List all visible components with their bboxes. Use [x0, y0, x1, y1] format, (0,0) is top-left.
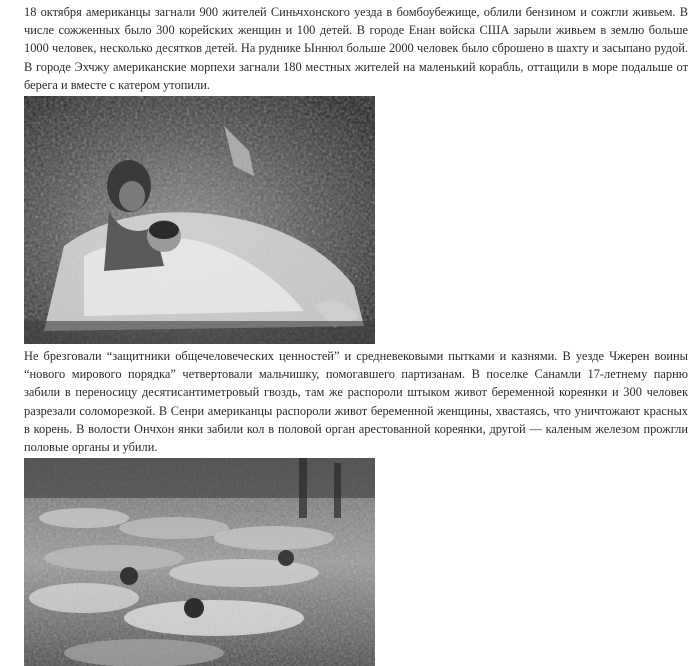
photo-woman-with-child-in-bushes — [24, 96, 375, 344]
article-paragraph-1: 18 октября американцы загнали 900 жителей Синьчхонского уезда в бомбоубежище, облили бензином и сожгли живьем. В числе сожженных было 300 корейских женщин и 100 детей. В городе Енан войска США зарыли живьем в землю больше 1000 человек, несколько десятков детей. На руднике Ыннюл больше 2000 человек было сброшено в шахту и засыпано рудой. В городе Эхчжу американские морпехи загнали 180 местных жителей на маленький корабль, оттащили в море подальше от берега и вместе с катером утопили. — [24, 5, 688, 92]
article-paragraph-2: Не брезговали “защитники общечеловеческих ценностей” и средневековыми пытками и казнями. В уезде Чжерен воины “нового мирового порядка” четвертовали мальчишку, помогавшего партизанам. В поселке Санамли 17-летнему парню забили в переносицу десятисантиметровый гвоздь, там же распороли штыком живот беременной кореянки и 300 человек разрезали соломорезкой. В Сенри американцы распороли живот беременной женщины, хвастаясь, что уничтожают красных в корень. В волости Ончхон янки забили кол в половой орган арестованной кореянки, другой — каленым железом прожгли половые органы и убили. — [24, 349, 688, 455]
photo-bodies-on-ground — [24, 458, 375, 666]
